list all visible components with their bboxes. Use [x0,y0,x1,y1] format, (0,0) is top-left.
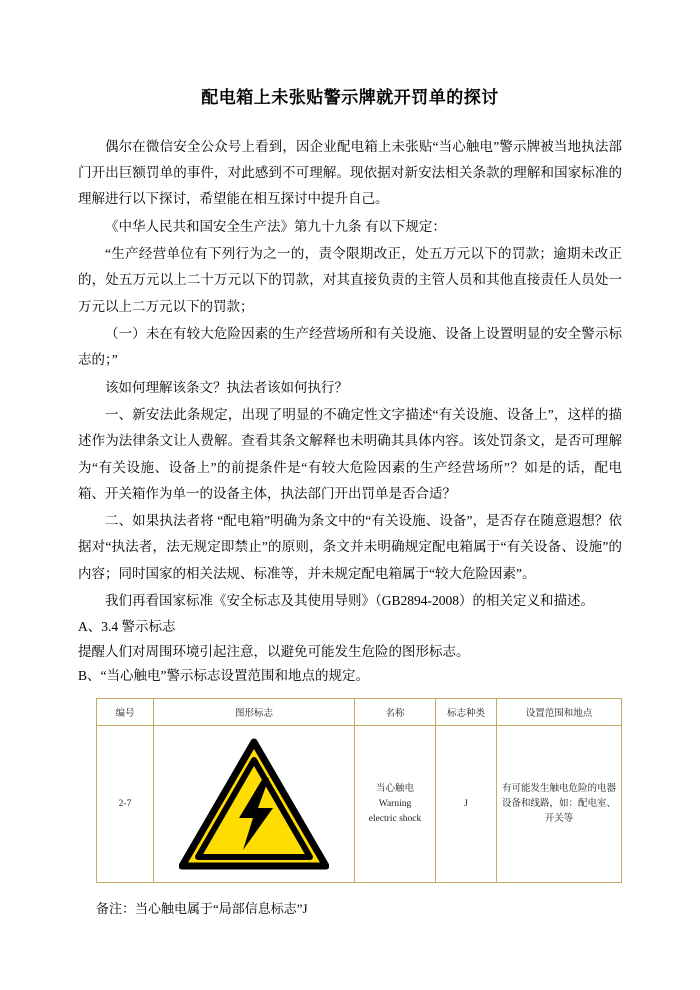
cell-name-en-1: Warning [378,798,412,809]
cell-no: 2-7 [97,726,154,883]
paragraph-7: 二、如果执法者将 “配电箱”明确为条文中的“有关设施、设备”，是否存在随意遐想？依据对“执法者，法无规定即禁止”的原则，条文并未明确规定配电箱属于“有关设备、设施”的内容；同时国家的相关法规、标准等，并未规定配电箱属于“较大危险因素”。 [78,513,622,581]
section-b-heading: B、“当心触电”警示标志设置范围和地点的规定。 [78,668,369,684]
header-cell-no: 编号 [97,699,154,726]
header-cell-graphic: 图形标志 [154,699,355,726]
cell-place: 有可能发生触电危险的电器设备和线路，如：配电室、开关等 [497,726,622,883]
header-cell-name: 名称 [355,699,436,726]
table-header-row [97,699,622,726]
safety-sign-table [96,698,622,883]
header-cell-type: 标志种类 [436,699,497,726]
paragraph-6: 一、新安法此条规定，出现了明显的不确定性文字描述“有关设施、设备上”，这样的描述作为法律条文让人费解。查看其条文解释也未明确其具体内容。该处罚条文，是否可理解为“有关设施、设备上”的前提条件是“有较大危险因素的生产经营场所”？如是的话，配电箱、开关箱作为单一的设备主体，执法部门开出罚单是否合适？ [78,406,622,501]
cell-name [355,726,436,883]
section-a-heading: A、3.4 警示标志 [78,619,176,635]
paragraph-4: （一）未在有较大危险因素的生产经营场所和有关设施、设备上设置明显的安全警示标志的；” [78,325,622,368]
cell-graphic [154,726,355,883]
paragraph-2: 《中华人民共和国安全生产法》第九十九条 有以下规定： [105,218,446,234]
cell-name-en-2: electric shock [368,813,422,824]
section-a-body: 提醒人们对周围环境引起注意，以避免可能发生危险的图形标志。 [78,643,470,659]
table-row [97,726,622,883]
paragraph-5: 该如何理解该条文？执法者该如何执行？ [105,379,348,395]
table-note: 备注：当心触电属于“局部信息标志”J [96,901,308,917]
electric-shock-warning-icon [156,738,352,870]
paragraph-1: 偶尔在微信安全公众号上看到，因企业配电箱上未张贴“当心触电”警示牌被当地执法部门开出巨额罚单的事件，对此感到不可理解。现依据对新安法相关条款的理解和国家标准的理解进行以下探讨，希望能在相互探讨中提升自己。 [78,138,622,207]
header-cell-place: 设置范围和地点 [497,699,622,726]
cell-name-cn: 当心触电 [375,784,414,795]
paragraph-3: “生产经营单位有下列行为之一的，责令限期改正，处五万元以下的罚款；逾期未改正的，处五万元以上二十万元以下的罚款，对其直接负责的主管人员和其他直接责任人员处一万元以上二万元以下的罚款； [78,246,622,314]
paragraph-8: 我们再看国家标准《安全标志及其使用导则》（GB2894-2008）的相关定义和描述。 [105,593,594,609]
page-title: 配电箱上未张贴警示牌就开罚单的探讨 [201,88,499,107]
cell-type: J [436,726,497,883]
